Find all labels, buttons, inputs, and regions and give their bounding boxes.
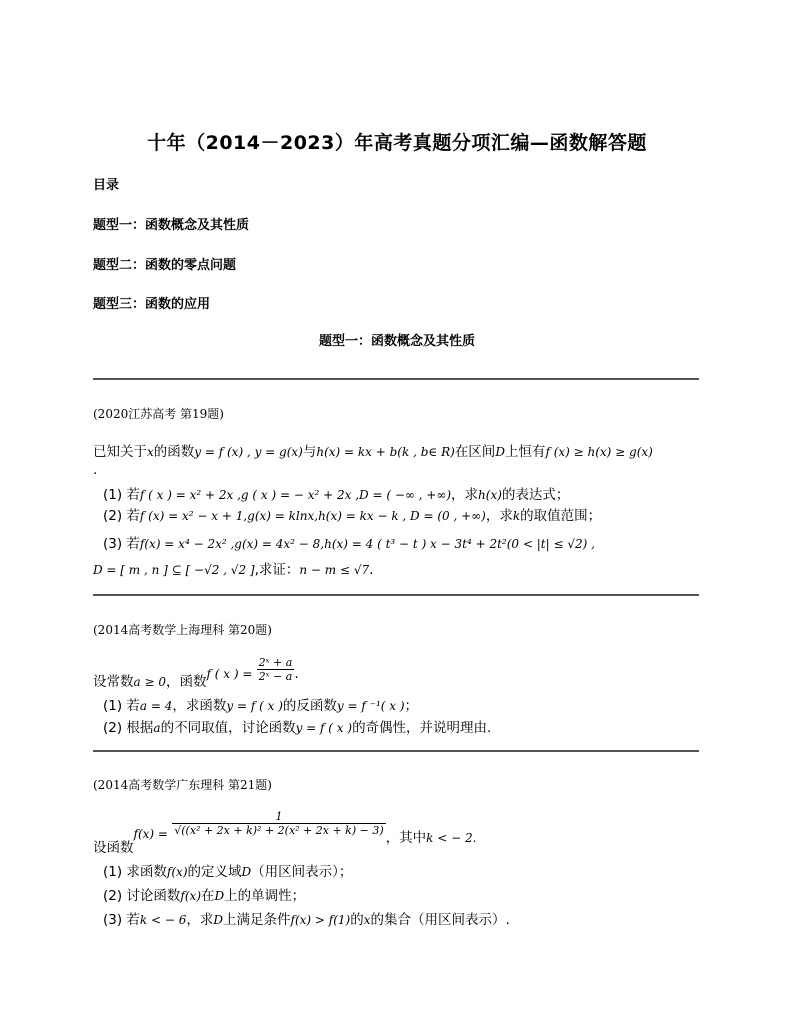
fraction-numerator: 2ˣ + a: [258, 656, 293, 669]
question-label: (3) 若: [103, 912, 140, 928]
stem-text: 已知关于: [93, 444, 147, 460]
stem-text: ，求: [485, 508, 513, 524]
math-var: h(x): [478, 488, 502, 502]
toc-item-1[interactable]: 题型一：函数概念及其性质: [93, 218, 250, 233]
page-title: 十年（2014－2023）年高考真题分项汇编—函数解答题: [147, 132, 647, 154]
question-2: [103, 716, 491, 736]
fraction: [172, 810, 385, 837]
question-1: [103, 860, 352, 880]
stem-text: 的反函数: [282, 698, 337, 714]
math-expr: k < − 6: [139, 913, 187, 927]
question-label: (1) 若: [103, 487, 140, 503]
math-expr: a = 4: [139, 699, 173, 713]
math-expr: f ( x ) = x² + 2x ,g ( x ) = − x² + 2x ,D = ( −∞ , +∞): [139, 488, 452, 502]
stem-text: 在: [201, 888, 215, 904]
question-label: (3) 若: [103, 536, 140, 552]
divider-rule: [93, 750, 699, 752]
problem-source: (2014高考数学上海理科 第20题): [93, 623, 272, 637]
question-label: (2) 若: [103, 508, 140, 524]
stem-text: 上恒有: [504, 444, 546, 460]
math-var: a: [153, 721, 161, 735]
math-expr: f ( x ) =: [206, 666, 253, 681]
toc-item-2[interactable]: 题型二：函数的零点问题: [93, 258, 237, 273]
question-label: (1) 若: [103, 698, 140, 714]
divider-rule: [93, 594, 699, 596]
stem-text: 的定义域: [187, 864, 242, 880]
math-expr: f (x) ≥ h(x) ≥ g(x): [545, 445, 653, 459]
stem-text: 的集合（用区间表示）.: [370, 912, 510, 928]
question-3: [103, 532, 595, 552]
math-var: k: [512, 509, 521, 523]
stem-text: ，求函数: [172, 698, 227, 714]
math-expr: k < − 2.: [426, 830, 477, 845]
math-var: D: [241, 865, 252, 879]
math-var: D: [214, 889, 225, 903]
section-heading: 题型一：函数概念及其性质: [318, 334, 475, 349]
stem-text: 设常数: [93, 673, 134, 690]
math-expr: y = f ( x ): [295, 721, 353, 735]
toc-label: 目录: [93, 178, 120, 193]
math-expr: h(x) = kx + b(k , b∈ R): [316, 445, 455, 459]
divider-rule: [93, 378, 699, 380]
math-expr: f(x) = x⁴ − 2x² ,g(x) = 4x² − 8,h(x) = 4 ( t³ − t ) x − 3t⁴ + 2t²(0 < |t| ≤ √2) ,: [139, 537, 595, 551]
problem-stem: [93, 656, 299, 690]
question-2: [103, 884, 305, 904]
math-var: x: [363, 913, 371, 927]
math-var: D: [213, 913, 224, 927]
fraction: [257, 656, 295, 683]
math-expr: a ≥ 0: [133, 674, 166, 689]
stem-text: ,求证：: [254, 562, 300, 578]
stem-text: 的不同取值，讨论函数: [160, 720, 296, 736]
question-3: [103, 908, 510, 928]
stem-text: 与: [302, 444, 317, 460]
stem-text: 的表达式；: [501, 487, 570, 503]
stem-text: 的取值范围；: [520, 508, 602, 524]
problem-source: (2014高考数学广东理科 第21题): [93, 778, 272, 792]
stem-text: ，求: [186, 912, 214, 928]
stem-text: 的奇偶性，并说明理由.: [352, 720, 492, 736]
fraction-denominator: √((x² + 2x + k)² + 2(x² + 2x + k) − 3): [174, 824, 384, 837]
math-expr: f(x) =: [133, 826, 168, 841]
question-1: [103, 694, 418, 714]
fraction-denominator: 2ˣ − a: [258, 670, 293, 683]
question-2: [103, 504, 601, 524]
question-3-cont: [93, 558, 373, 578]
stem-text: .: [369, 562, 374, 578]
math-expr: D = [ m , n ] ⊆ [ −√2 , √2 ]: [93, 563, 255, 577]
question-1: [103, 483, 569, 503]
stem-text: ，其中: [385, 829, 427, 846]
math-expr: y = f ⁻¹( x ): [336, 699, 405, 713]
toc-item-3[interactable]: 题型三：函数的应用: [93, 297, 211, 312]
math-expr: y = f (x) , y = g(x): [194, 445, 303, 459]
math-expr: f(x) > f(1): [290, 913, 351, 927]
stem-text: ，求: [451, 487, 479, 503]
math-var: x: [147, 445, 154, 459]
stem-text: 上满足条件: [223, 912, 291, 928]
problem-stem: [93, 810, 477, 856]
problem-stem: [93, 440, 653, 460]
question-label: (2) 根据: [103, 720, 154, 736]
math-expr: f (x) = x² − x + 1,g(x) = klnx,h(x) = kx − k , D = (0 , +∞): [139, 509, 486, 523]
stem-text: 的函数: [153, 444, 195, 460]
stem-text: ；: [404, 698, 419, 714]
stem-text: ，函数: [165, 673, 207, 690]
problem-source: (2020江苏高考 第19题): [93, 407, 224, 421]
stem-text: 在区间: [454, 444, 496, 460]
stem-text: 上的单调性；: [224, 888, 306, 904]
stem-text: 设函数: [93, 839, 134, 856]
question-label: (1) 求函数: [103, 864, 167, 880]
stem-text: （用区间表示）；: [251, 864, 353, 880]
math-var: D: [495, 445, 505, 459]
math-expr: y = f ( x ): [226, 699, 283, 713]
stem-end: .: [93, 462, 98, 478]
stem-text: 的: [350, 912, 364, 928]
math-expr: f(x): [166, 865, 188, 879]
fraction-numerator: 1: [172, 810, 385, 824]
question-label: (2) 讨论函数: [103, 888, 181, 904]
math-expr: f(x): [180, 889, 201, 903]
math-expr: n − m ≤ √7: [299, 563, 370, 577]
stem-text: .: [294, 665, 299, 682]
